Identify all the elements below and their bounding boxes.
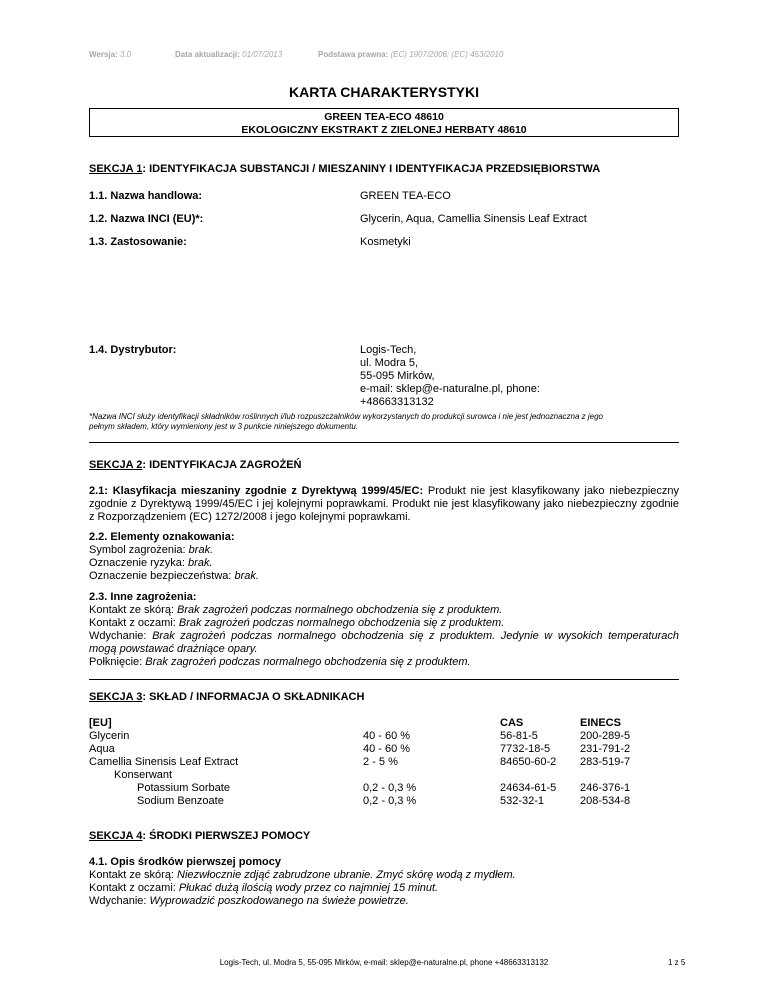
distributor-line: e-mail: sklep@e-naturalne.pl, phone:: [360, 383, 540, 395]
ingredient-einecs: 246-376-1: [580, 782, 631, 794]
classification-paragraph: [89, 485, 679, 524]
composition-names: [89, 730, 238, 808]
col-eu-header: [EU]: [89, 717, 112, 729]
distributor-line: 55-095 Mirków,: [360, 370, 435, 382]
legal-label: Podstawa prawna:: [318, 50, 389, 59]
ingredient-name: Potassium Sorbate: [137, 782, 230, 794]
classification-heading: 2.1: Klasyfikacja mieszaniny zgodnie z Dyrektywą 1999/45/EC:: [89, 485, 424, 497]
first-aid-skin: Kontakt ze skórą: Niezwłocznie zdjąć zabrudzone ubranie. Zmyć skórę wodą z mydłem.: [89, 869, 516, 881]
ingredient-percentage: 40 - 60 %: [363, 730, 411, 742]
labelling-line: Oznaczenie ryzyka: brak.: [89, 557, 213, 569]
trade-name-value: GREEN TEA-ECO: [360, 190, 451, 202]
date-value: 01/07/2013: [242, 50, 283, 59]
section-2-prefix: SEKCJA 2: [89, 459, 143, 471]
preservative-label: Konserwant: [114, 769, 173, 781]
labelling-line: Symbol zagrożenia: brak.: [89, 544, 214, 556]
inci-footnote: [89, 412, 689, 432]
classification-text: Produkt nie jest klasyfikowany jako niebezpieczny zgodnie z Dyrektywą 1999/45/EC i jej kolejnymi poprawkami. Produkt nie jest klasyfikowany jako niebezpieczny zgodnie z Rozporządzeniem (EC) 1272/2008 i jego kolejnymi poprawkami.: [89, 485, 679, 523]
ingredient-cas: 7732-18-5: [500, 743, 551, 755]
ingredient-percentage: 0,2 - 0,3 %: [363, 782, 417, 794]
hazard-eyes: Kontakt z oczami: Brak zagrożeń podczas normalnego obchodzenia się z produktem.: [89, 617, 505, 629]
ingredient-einecs: 200-289-5: [580, 730, 631, 742]
product-name-box: [89, 108, 679, 137]
ingredient-percentage: 0,2 - 0,3 %: [363, 795, 417, 807]
section-1-heading: [89, 163, 600, 175]
legal-value: (EC) 1907/2006; (EC) 453/2010: [390, 50, 504, 59]
distributor-address: [360, 344, 540, 409]
ingredient-name: Camellia Sinensis Leaf Extract: [89, 756, 239, 768]
col-cas-header: CAS: [500, 717, 524, 729]
composition-percentages: [363, 730, 416, 808]
use-label: 1.3. Zastosowanie:: [89, 236, 187, 248]
section-2-title: : IDENTYFIKACJA ZAGROŻEŃ: [142, 459, 302, 471]
composition-cas: [500, 730, 556, 808]
product-code-line: GREEN TEA-ECO 48610: [324, 111, 444, 123]
ingredient-cas: 84650-60-2: [500, 756, 557, 768]
version-info: [89, 50, 131, 59]
section-2-heading: [89, 459, 301, 471]
ingredient-einecs: 283-519-7: [580, 756, 631, 768]
distributor-line: ul. Modra 5,: [360, 357, 419, 369]
labelling-heading: 2.2. Elementy oznakowania:: [89, 531, 235, 543]
ingredient-name: Aqua: [89, 743, 115, 755]
ingredient-einecs: 231-791-2: [580, 743, 631, 755]
ingredient-einecs: 208-534-8: [580, 795, 631, 807]
ingredient-name: Sodium Benzoate: [137, 795, 224, 807]
distributor-label: 1.4. Dystrybutor:: [89, 344, 177, 356]
date-label: Data aktualizacji:: [175, 50, 240, 59]
version-value: 3.0: [120, 50, 132, 59]
footnote-line: pełnym składem, który wymieniony jest w 3 punkcie niniejszego dokumentu.: [89, 422, 359, 431]
inci-value: Glycerin, Aqua, Camellia Sinensis Leaf Extract: [360, 213, 587, 225]
page-number: 1 z 5: [668, 958, 686, 967]
ingredient-name: Glycerin: [89, 730, 130, 742]
ingredient-cas: 532-32-1: [500, 795, 545, 807]
first-aid-inhalation: Wdychanie: Wyprowadzić poszkodowanego na świeże powietrze.: [89, 895, 409, 907]
section-1-prefix: SEKCJA 1: [89, 163, 143, 175]
section-3-heading: [89, 691, 364, 703]
inci-label: 1.2. Nazwa INCI (EU)*:: [89, 213, 204, 225]
ingredient-percentage: 2 - 5 %: [363, 756, 398, 768]
hazard-swallowing: Połknięcie: Brak zagrożeń podczas normalnego obchodzenia się z produktem.: [89, 656, 471, 668]
distributor-line: +48663313132: [360, 396, 434, 408]
section-divider: [89, 442, 679, 443]
version-label: Wersja:: [89, 50, 118, 59]
section-3-title: : SKŁAD / INFORMACJA O SKŁADNIKACH: [142, 691, 365, 703]
date-info: [175, 50, 282, 59]
ingredient-cas: 24634-61-5: [500, 782, 557, 794]
hazard-inhalation: Wdychanie: Brak zagrożeń podczas normalnego obchodzenia się z produktem. Jedynie w wysokich temperaturach mogą powstawać drażniące opary.: [89, 630, 679, 655]
labelling-block: [89, 531, 679, 583]
section-4-title: : ŚRODKI PIERWSZEJ POMOCY: [142, 830, 311, 842]
hazard-skin: Kontakt ze skórą: Brak zagrożeń podczas normalnego obchodzenia się z produktem.: [89, 604, 503, 616]
col-einecs-header: EINECS: [580, 717, 621, 729]
page-footer: Logis-Tech, ul. Modra 5, 55-095 Mirków, e-mail: sklep@e-naturalne.pl, phone +48663313132: [219, 958, 549, 967]
section-1-title: : IDENTYFIKACJA SUBSTANCJI / MIESZANINY I IDENTYFIKACJA PRZEDSIĘBIORSTWA: [142, 163, 601, 175]
document-title: KARTA CHARAKTERYSTYKI: [288, 84, 480, 100]
legal-basis-info: [318, 50, 503, 59]
composition-einecs: [580, 730, 630, 808]
section-4-prefix: SEKCJA 4: [89, 830, 143, 842]
footnote-line: *Nazwa INCI służy identyfikacji składników roślinnych i/lub rozpuszczalników wykorzystanych do produkcji surowca i nie jest jednoznaczna z jego: [89, 412, 604, 421]
section-divider: [89, 679, 679, 680]
product-description-line: EKOLOGICZNY EKSTRAKT Z ZIELONEJ HERBATY 48610: [241, 123, 527, 136]
ingredient-percentage: 40 - 60 %: [363, 743, 411, 755]
first-aid-eyes: Kontakt z oczami: Płukać dużą ilością wody przez co najmniej 15 minut.: [89, 882, 439, 894]
trade-name-label: 1.1. Nazwa handlowa:: [89, 190, 203, 202]
other-hazards-heading: 2.3. Inne zagrożenia:: [89, 591, 197, 603]
other-hazards-block: [89, 591, 679, 669]
ingredient-cas: 56-81-5: [500, 730, 538, 742]
first-aid-heading: 4.1. Opis środków pierwszej pomocy: [89, 856, 281, 868]
section-3-prefix: SEKCJA 3: [89, 691, 143, 703]
distributor-line: Logis-Tech,: [360, 344, 417, 356]
section-4-heading: [89, 830, 310, 842]
labelling-line: Oznaczenie bezpieczeństwa: brak.: [89, 570, 259, 582]
first-aid-block: [89, 856, 679, 908]
use-value: Kosmetyki: [360, 236, 411, 248]
